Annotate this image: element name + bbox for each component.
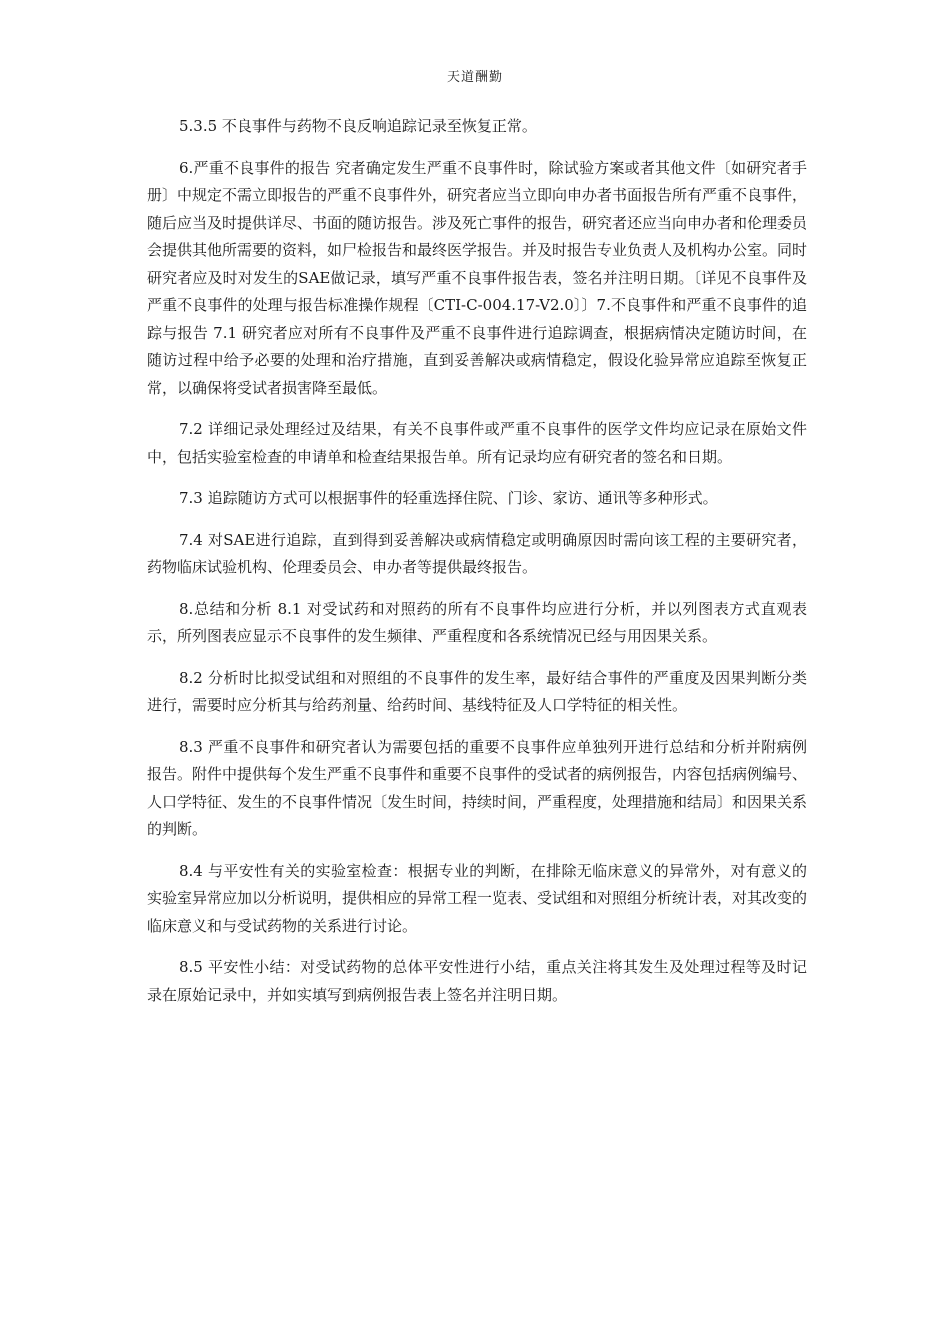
paragraph-6-7-1: 6.严重不良事件的报告 究者确定发生严重不良事件时，除试验方案或者其他文件〔如研究者手册〕中规定不需立即报告的严重不良事件外，研究者应当立即向申办者书面报告所有严重不良事件，随后应当及时提供详尽、书面的随访报告。涉及死亡事件的报告，研究者还应当向申办者和伦理委员会提供其他所需要的资料，如尸检报告和最终医学报告。并及时报告专业负责人及机构办公室。同时研究者应及时对发生的SAE做记录，填写严重不良事件报告表，签名并注明日期。〔详见不良事件及严重不良事件的处理与报告标准操作规程〔CTI-C-004.17-V2.0〕〕7.不良事件和严重不良事件的追踪与报告 7.1 研究者应对所有不良事件及严重不良事件进行追踪调查，根据病情决定随访时间，在随访过程中给予必要的处理和治疗措施，直到妥善解决或病情稳定，假设化验异常应追踪至恢复正常，以确保将受试者损害降至最低。 bbox=[147, 158, 808, 397]
paragraph-8-3: 8.3 严重不良事件和研究者认为需要包括的重要不良事件应单独列开进行总结和分析并附病例报告。附件中提供每个发生严重不良事件和重要不良事件的受试者的病例报告，内容包括病例编号、人口学特征、发生的不良事件情况〔发生时间，持续时间，严重程度，处理措施和结局〕和因果关系的判断。 bbox=[147, 737, 808, 838]
paragraph-8-1: 8.总结和分析 8.1 对受试药和对照药的所有不良事件均应进行分析，并以列图表方式直观表示，所列图表应显示不良事件的发生频律、严重程度和各系统情况已经与用因果关系。 bbox=[147, 599, 807, 645]
page-header: 天道酬勤 bbox=[446, 70, 503, 85]
paragraph-7-3: 7.3 追踪随访方式可以根据事件的轻重选择住院、门诊、家访、通讯等多种形式。 bbox=[179, 489, 718, 507]
paragraph-8-4: 8.4 与平安性有关的实验室检查：根据专业的判断，在排除无临床意义的异常外，对有意义的实验室异常应加以分析说明，提供相应的异常工程一览表、受试组和对照组分析统计表，对其改变的临床意义和与受试药物的关系进行讨论。 bbox=[147, 861, 808, 935]
paragraph-7-4: 7.4 对SAE进行追踪，直到得到妥善解决或病情稳定或明确原因时需向该工程的主要研究者，药物临床试验机构、伦理委员会、申办者等提供最终报告。 bbox=[147, 530, 807, 576]
paragraph-5-3-5: 5.3.5 不良事件与药物不良反响追踪记录至恢复正常。 bbox=[179, 117, 537, 135]
paragraph-8-5: 8.5 平安性小结：对受试药物的总体平安性进行小结，重点关注将其发生及处理过程等及时记录在原始记录中，并如实填写到病例报告表上签名并注明日期。 bbox=[147, 958, 807, 1004]
paragraph-7-2: 7.2 详细记录处理经过及结果，有关不良事件或严重不良事件的医学文件均应记录在原始文件中，包括实验室检查的申请单和检查结果报告单。所有记录均应有研究者的签名和日期。 bbox=[147, 420, 807, 466]
paragraph-8-2: 8.2 分析时比拟受试组和对照组的不良事件的发生率，最好结合事件的严重度及因果判断分类进行，需要时应分析其与给药剂量、给药时间、基线特征及人口学特征的相关性。 bbox=[147, 668, 807, 714]
document-body bbox=[147, 113, 807, 1023]
